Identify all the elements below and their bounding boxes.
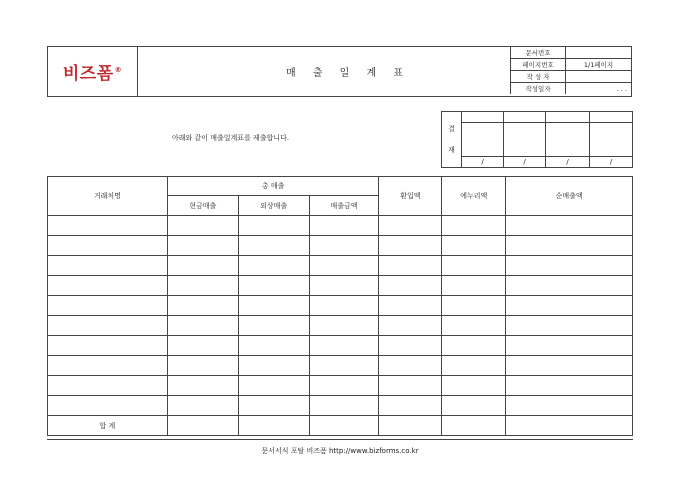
table-row: [48, 296, 633, 316]
table-cell[interactable]: [238, 336, 309, 356]
page-title: 매 출 일 계 표: [285, 68, 410, 79]
table-cell[interactable]: [238, 296, 309, 316]
table-cell[interactable]: [238, 316, 309, 336]
table-cell[interactable]: [379, 356, 442, 376]
document-header: [47, 46, 632, 97]
table-row: [48, 236, 633, 256]
table-cell[interactable]: [309, 276, 379, 296]
table-cell[interactable]: [442, 356, 506, 376]
table-cell[interactable]: [48, 276, 168, 296]
table-row: [48, 376, 633, 396]
submit-statement: 아래와 같이 매출일계표를 제출합니다.: [172, 134, 290, 142]
table-cell[interactable]: [48, 256, 168, 276]
table-cell[interactable]: [48, 316, 168, 336]
approval-box: [441, 111, 633, 168]
info-label: 페이지번호: [511, 59, 566, 71]
table-cell[interactable]: [167, 356, 238, 376]
total-cell[interactable]: [442, 416, 506, 436]
table-cell[interactable]: [506, 336, 633, 356]
table-cell[interactable]: [48, 296, 168, 316]
footer-divider: [47, 439, 633, 440]
table-cell[interactable]: [48, 356, 168, 376]
approval-slot-header: [504, 112, 545, 123]
table-cell[interactable]: [309, 316, 379, 336]
table-cell[interactable]: [167, 236, 238, 256]
table-cell[interactable]: [379, 216, 442, 236]
daily-sales-table: [47, 176, 633, 436]
table-cell[interactable]: [309, 256, 379, 276]
footer-text: 문서서식 포탈 비즈폼 http://www.bizforms.co.kr: [261, 447, 419, 455]
total-cell[interactable]: [506, 416, 633, 436]
table-cell[interactable]: [442, 376, 506, 396]
table-cell[interactable]: [309, 356, 379, 376]
table-row: [48, 256, 633, 276]
table-cell[interactable]: [379, 376, 442, 396]
approval-slot-date: /: [590, 156, 632, 167]
table-cell[interactable]: [442, 216, 506, 236]
col-header-net-sales: 순매출액: [506, 177, 633, 216]
table-cell[interactable]: [48, 396, 168, 416]
info-row-date: [511, 83, 632, 95]
approval-slot-2[interactable]: [504, 112, 546, 167]
total-label: 합 계: [48, 416, 168, 436]
col-header-credit-sales: 외상매출: [238, 196, 309, 216]
table-cell[interactable]: [506, 256, 633, 276]
table-cell[interactable]: [238, 236, 309, 256]
approval-label-top: 결: [448, 124, 455, 133]
bizforms-logo[interactable]: 비즈폼®: [62, 64, 123, 84]
table-cell[interactable]: [506, 356, 633, 376]
table-cell[interactable]: [506, 216, 633, 236]
table-cell[interactable]: [167, 396, 238, 416]
info-value[interactable]: . . .: [566, 83, 631, 95]
table-cell[interactable]: [48, 336, 168, 356]
table-cell[interactable]: [309, 336, 379, 356]
col-header-cash-sales: 현금매출: [167, 196, 238, 216]
table-cell[interactable]: [167, 376, 238, 396]
total-row: [48, 416, 633, 436]
info-label: 문서번호: [511, 47, 566, 59]
table-cell[interactable]: [379, 256, 442, 276]
table-cell[interactable]: [238, 396, 309, 416]
table-cell[interactable]: [379, 336, 442, 356]
info-row-author: [511, 71, 632, 83]
table-cell[interactable]: [506, 236, 633, 256]
total-cell[interactable]: [309, 416, 379, 436]
info-value[interactable]: 1/1페이지: [566, 59, 631, 71]
table-cell[interactable]: [167, 336, 238, 356]
table-row: [48, 336, 633, 356]
table-cell[interactable]: [442, 336, 506, 356]
table-cell[interactable]: [309, 236, 379, 256]
logo-cell: [48, 47, 138, 96]
table-cell[interactable]: [506, 276, 633, 296]
info-row-page-number: [511, 59, 632, 71]
table-cell[interactable]: [238, 256, 309, 276]
approval-slot-4[interactable]: [590, 112, 632, 167]
table-cell[interactable]: [506, 316, 633, 336]
table-cell[interactable]: [48, 376, 168, 396]
table-cell[interactable]: [379, 276, 442, 296]
table-cell[interactable]: [442, 256, 506, 276]
table-cell[interactable]: [167, 276, 238, 296]
total-cell[interactable]: [379, 416, 442, 436]
total-cell[interactable]: [167, 416, 238, 436]
col-header-returns: 환입액: [379, 177, 442, 216]
total-cell[interactable]: [238, 416, 309, 436]
col-header-sales-amount: 매출금액: [309, 196, 379, 216]
approval-label-bottom: 재: [448, 146, 455, 155]
table-cell[interactable]: [309, 296, 379, 316]
table-row: [48, 216, 633, 236]
col-header-discounts: 에누리액: [442, 177, 506, 216]
table-cell[interactable]: [167, 296, 238, 316]
table-cell[interactable]: [442, 296, 506, 316]
table-header-row-1: [48, 177, 633, 196]
table-cell[interactable]: [442, 236, 506, 256]
approval-slot-date: /: [504, 156, 545, 167]
table-row: [48, 276, 633, 296]
table-cell[interactable]: [379, 396, 442, 416]
table-cell[interactable]: [442, 396, 506, 416]
table-cell[interactable]: [167, 216, 238, 236]
info-value[interactable]: [566, 47, 631, 59]
table-cell[interactable]: [238, 376, 309, 396]
table-cell[interactable]: [379, 316, 442, 336]
table-cell[interactable]: [379, 296, 442, 316]
approval-slot-date: /: [462, 156, 503, 167]
col-header-client: 거래처명: [48, 177, 168, 216]
table-cell[interactable]: [506, 396, 633, 416]
approval-slot-header: [462, 112, 503, 123]
table-cell[interactable]: [167, 256, 238, 276]
info-label: 작성일자: [511, 83, 566, 95]
table-cell[interactable]: [309, 376, 379, 396]
table-row: [48, 396, 633, 416]
table-cell[interactable]: [48, 216, 168, 236]
info-label: 작 성 자: [511, 71, 566, 83]
table-cell[interactable]: [238, 216, 309, 236]
approval-slot-3[interactable]: [546, 112, 590, 167]
approval-slot-date: /: [546, 156, 589, 167]
table-cell[interactable]: [238, 356, 309, 376]
col-header-total-sales: 총 매출: [167, 177, 379, 196]
title-cell: [138, 47, 558, 96]
table-cell[interactable]: [238, 276, 309, 296]
table-row: [48, 356, 633, 376]
table-cell[interactable]: [167, 316, 238, 336]
info-value[interactable]: [566, 71, 631, 83]
approval-label: [442, 112, 462, 167]
table-cell[interactable]: [506, 376, 633, 396]
table-cell[interactable]: [506, 296, 633, 316]
table-cell[interactable]: [309, 396, 379, 416]
table-cell[interactable]: [379, 236, 442, 256]
approval-slot-header: [590, 112, 632, 123]
info-row-doc-number: [511, 47, 632, 59]
table-row: [48, 316, 633, 336]
table-cell[interactable]: [442, 276, 506, 296]
table-cell[interactable]: [442, 316, 506, 336]
approval-slot-1[interactable]: [462, 112, 504, 167]
approval-slot-header: [546, 112, 589, 123]
table-cell[interactable]: [309, 216, 379, 236]
table-cell[interactable]: [48, 236, 168, 256]
document-info-table: [510, 47, 631, 94]
